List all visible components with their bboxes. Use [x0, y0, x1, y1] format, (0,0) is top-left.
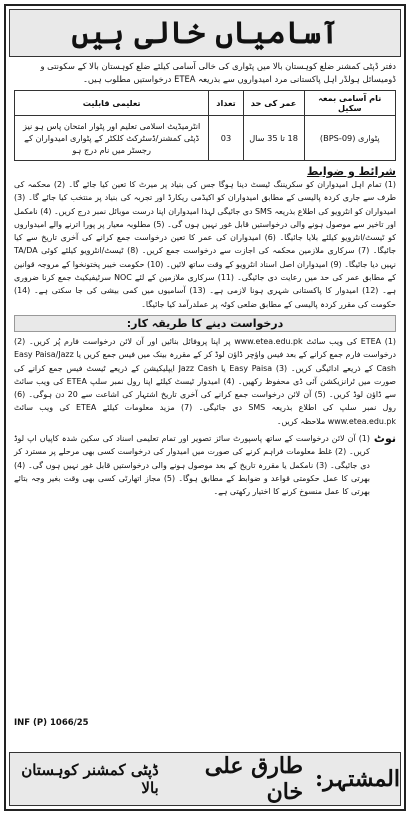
- note-label: نوٹ: [373, 432, 396, 446]
- application-procedure-heading: درخواست دینے کا طریقہ کار:: [14, 315, 396, 332]
- cell-count: 03: [209, 116, 243, 161]
- header-post-name: نام آسامی بمعہ سکیل: [304, 91, 395, 116]
- advertiser-designation: ڈپٹی کمشنر کوہستان بالا: [21, 761, 159, 797]
- note-section: [6, 428, 404, 498]
- cell-post-name: پٹواری (BPS-09): [304, 116, 395, 161]
- advertiser-label: المشتہر:: [315, 766, 400, 792]
- advertisement-page: [4, 4, 406, 811]
- note-text: (1) آن لائن درخواست کے ساتھ پاسپورٹ سائز تصویر اور تمام تعلیمی اسناد کی سکین شدہ کاپیاں اپ لوڈ کریں۔ (2) غلط معلومات فراہم کرنے کی صورت میں امیدوار کی درخواست کسی بھی مرحلے پر مسترد کر دی جائیگی۔ (3) نامکمل یا مقررہ تاریخ کے بعد موصول ہونے والی درخواستیں قابل غور نہیں ہوں گی۔ (4) بھرتی کا عمل حکومتی قواعد و ضوابط کے مطابق ہوگا۔ (5) مجاز اتھارٹی کسی بھی وقت بغیر وجہ بتائے بھرتی کا عمل منسوخ کرنے کا اختیار رکھتی ہے۔: [14, 434, 370, 497]
- rules-title: شرائط و ضوابط: [306, 165, 396, 178]
- advertiser-footer: [9, 752, 401, 806]
- table-row: [15, 116, 396, 161]
- cell-qualification: انٹرمیڈیٹ اسلامی تعلیم اور پٹوار امتحان پاس ہو نیز ڈپٹی کمشنر/ڈسٹرکٹ کلکٹر کے پٹواری امیدواران کے رجسٹر میں نام درج ہو: [15, 116, 209, 161]
- reference-number: INF (P) 1066/25: [14, 718, 89, 728]
- headline-title: آسامیاں خالی ہیں: [71, 15, 339, 51]
- headline-banner: [9, 9, 401, 57]
- cell-age-limit: 18 تا 35 سال: [243, 116, 304, 161]
- posts-table: [14, 90, 396, 161]
- procedure-text: (1) ETEA کی ویب سائٹ www.etea.edu.pk پر اپنا پروفائل بنائیں اور آن لائن درخواست فارم پُر کریں۔ (2) درخواست فارم جمع کرانے کے بعد فیس واؤچر ڈاؤن لوڈ کر کے مقررہ بینک میں فیس جمع کریں یا Easy Paisa/Jazz Cash کے ذریعے ادائیگی کریں۔ (3) Easy Paisa یا Jazz Cash ایپلیکیشن کے ذریعے ٹیسٹ فیس جمع کرانے کی صورت میں ٹرانزیکشن آئی ڈی محفوظ رکھیں۔ (4) امیدوار ٹیسٹ کیلئے اپنا رول نمبر سلپ ETEA کی ویب سائٹ سے ڈاؤن لوڈ کریں۔ (5) آن لائن درخواست جمع کرانے کی آخری تاریخ اشتہار کی اشاعت سے 20 دن ہوگی۔ (6) رول نمبر سلپ کی اطلاع بذریعہ SMS دی جائیگی۔ (7) مزید معلومات کیلئے ETEA کی ویب سائٹ www.etea.edu.pk ملاحظہ کریں۔: [14, 336, 397, 426]
- intro-text: دفتر ڈپٹی کمشنر ضلع کوہستان بالا میں پٹواری کی خالی آسامی کیلئے ضلع کوہستان بالا کے سکونتی و ڈومیسائل ہولڈر اہل پاکستانی مرد امیدواروں سے بذریعہ ETEA درخواستیں مطلوب ہیں۔: [40, 61, 396, 84]
- header-age-limit: عمر کی حد: [243, 91, 304, 116]
- advertiser-name: طارق علی خان: [204, 753, 304, 805]
- table-header-row: [15, 91, 396, 116]
- header-count: تعداد: [209, 91, 243, 116]
- header-qualification: تعلیمی قابلیت: [15, 91, 209, 116]
- rules-text: (1) تمام اہل امیدواران کو سکریننگ ٹیسٹ دینا ہوگا جس کی بنیاد پر میرٹ کا تعین کیا جائے گا۔ (2) محکمہ کی طرف سے جاری کردہ پالیسی کے مطابق امیدواران کو اکیڈمی ریکارڈ اور تجربہ کی بنیاد پر منتخب کیا جائے گا۔ (3) امیدواران کو انٹرویو کی اطلاع بذریعہ SMS دی جائیگی لہذا امیدواران اپنا درست موبائل نمبر درج کریں۔ (4) نامکمل اور تاخیر سے موصول ہونے والی درخواستیں قابل غور نہیں ہوں گی۔ (5) مطلوبہ معیار پر پورا اترنے والے امیدواروں کو ٹیسٹ/انٹرویو کیلئے بلایا جائیگا۔ (6) امیدواران کی عمر کا تعین درخواست جمع کرانے کی آخری تاریخ سے کیا جائیگا۔ (7) سرکاری ملازمین محکمہ کی اجازت سے درخواست جمع کریں۔ (8) ٹیسٹ/انٹرویو کیلئے کوئی TA/DA نہیں دیا جائیگا۔ (9) امیدواران اصل اسناد انٹرویو کے وقت ساتھ لائیں۔ (10) حکومت خیبر پختونخوا کے مروجہ قوانین کے مطابق عمر کی حد میں رعایت دی جائیگی۔ (11) سرکاری ملازمین کے لئے NOC سرٹیفیکیٹ جمع کرنا ضروری ہے۔ (12) امیدوار کا پاکستانی شہری ہونا لازمی ہے۔ (13) آسامیوں میں کمی بیشی کی جا سکتی ہے۔ (14) حکومت کی مقرر کردہ پالیسی کے مطابق ضلعی کوٹہ پر عملدرآمد کیا جائیگا۔: [14, 180, 397, 309]
